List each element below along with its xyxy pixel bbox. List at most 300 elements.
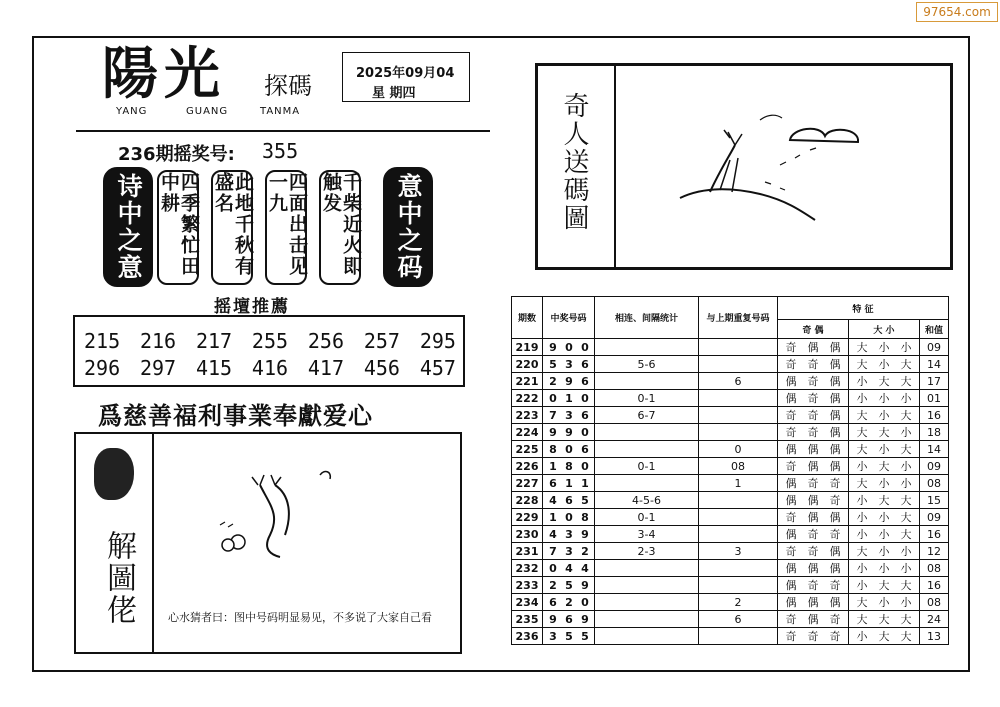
- bigsmall-mark: 大: [856, 341, 868, 354]
- cell-number: [543, 441, 595, 458]
- number-digit: 2: [565, 595, 573, 609]
- cell-oddeven: [778, 560, 849, 577]
- cell-seq: 4-5-6: [595, 492, 699, 509]
- cell-sum: 24: [920, 611, 949, 628]
- bottom-panel-caption: 心水猜者曰：图中号码明显易见，不多说了大家自己看: [168, 611, 432, 624]
- cell-number: [543, 628, 595, 645]
- oddeven-mark: 奇: [807, 426, 819, 439]
- bigsmall-mark: 大: [856, 426, 868, 439]
- cell-number: [543, 492, 595, 509]
- number-digit: 0: [581, 595, 589, 609]
- weekday-text: 星 期四: [372, 86, 416, 101]
- bigsmall-mark: 小: [900, 596, 912, 609]
- number-digit: 4: [581, 561, 589, 575]
- history-table: [511, 296, 949, 645]
- table-row: [512, 373, 949, 390]
- cell-sum: 14: [920, 356, 949, 373]
- bigsmall-mark: 小: [856, 579, 868, 592]
- number-digit: 2: [549, 578, 557, 592]
- number-digit: 5: [581, 629, 589, 643]
- oddeven-mark: 奇: [785, 511, 797, 524]
- cell-number: [543, 339, 595, 356]
- recommend-number: 257: [363, 329, 400, 353]
- cell-oddeven: [778, 475, 849, 492]
- cell-period: 224: [512, 424, 543, 441]
- draw-number: 355: [262, 139, 299, 163]
- number-digit: 5: [565, 629, 573, 643]
- col-number: 中奖号码: [543, 297, 595, 339]
- number-digit: 2: [581, 544, 589, 558]
- cell-period: 235: [512, 611, 543, 628]
- bigsmall-mark: 大: [856, 596, 868, 609]
- bigsmall-mark: 小: [878, 545, 890, 558]
- cell-bigsmall: [849, 458, 920, 475]
- bigsmall-mark: 大: [878, 630, 890, 643]
- cell-bigsmall: [849, 594, 920, 611]
- cell-seq: [595, 577, 699, 594]
- cell-repeat: [699, 407, 778, 424]
- pinyin-guang: GUANG: [186, 106, 229, 117]
- table-row: [512, 492, 949, 509]
- number-digit: 3: [565, 544, 573, 558]
- bigsmall-mark: 小: [900, 392, 912, 405]
- cell-number: [543, 373, 595, 390]
- bigsmall-mark: 大: [856, 409, 868, 422]
- oddeven-mark: 奇: [785, 460, 797, 473]
- table-row: [512, 628, 949, 645]
- cell-period: 233: [512, 577, 543, 594]
- recommend-title: 摇壇推薦: [214, 297, 290, 317]
- oddeven-mark: 偶: [807, 494, 819, 507]
- cell-seq: 2-3: [595, 543, 699, 560]
- number-digit: 9: [549, 340, 557, 354]
- bigsmall-mark: 小: [878, 392, 890, 405]
- oddeven-mark: 偶: [829, 545, 841, 558]
- cell-oddeven: [778, 577, 849, 594]
- number-digit: 8: [549, 442, 557, 456]
- poem-line-2: 此地千秋有盛名: [211, 170, 253, 285]
- oddeven-mark: 偶: [829, 358, 841, 371]
- draw-label: 236期摇奖号:: [118, 144, 235, 165]
- top-panel-sketch: [620, 70, 946, 264]
- cell-number: [543, 611, 595, 628]
- number-digit: 3: [565, 408, 573, 422]
- bigsmall-mark: 小: [856, 392, 868, 405]
- number-digit: 8: [565, 459, 573, 473]
- bigsmall-mark: 小: [900, 545, 912, 558]
- bottom-panel-divider: [152, 434, 154, 652]
- bigsmall-mark: 小: [900, 477, 912, 490]
- bigsmall-mark: 小: [878, 528, 890, 541]
- oddeven-mark: 奇: [807, 375, 819, 388]
- bigsmall-mark: 大: [856, 358, 868, 371]
- oddeven-mark: 奇: [807, 392, 819, 405]
- bigsmall-mark: 大: [856, 477, 868, 490]
- cell-period: 226: [512, 458, 543, 475]
- oddeven-mark: 奇: [785, 341, 797, 354]
- cell-seq: [595, 594, 699, 611]
- number-digit: 6: [581, 442, 589, 456]
- bigsmall-mark: 大: [900, 613, 912, 626]
- bigsmall-mark: 小: [878, 443, 890, 456]
- cell-oddeven: [778, 373, 849, 390]
- number-digit: 1: [565, 391, 573, 405]
- bigsmall-mark: 小: [900, 341, 912, 354]
- cell-period: 229: [512, 509, 543, 526]
- number-digit: 6: [581, 357, 589, 371]
- number-digit: 1: [549, 459, 557, 473]
- oddeven-mark: 奇: [785, 358, 797, 371]
- bigsmall-mark: 小: [856, 511, 868, 524]
- bigsmall-mark: 大: [856, 613, 868, 626]
- cell-oddeven: [778, 441, 849, 458]
- oddeven-mark: 偶: [785, 443, 797, 456]
- table-row: [512, 458, 949, 475]
- number-digit: 9: [549, 612, 557, 626]
- cell-bigsmall: [849, 611, 920, 628]
- number-digit: 9: [549, 425, 557, 439]
- recommend-row-2: [76, 356, 464, 380]
- cell-number: [543, 594, 595, 611]
- cell-period: 236: [512, 628, 543, 645]
- oddeven-mark: 奇: [829, 528, 841, 541]
- pinyin-yang: YANG: [116, 106, 148, 117]
- oddeven-mark: 奇: [785, 409, 797, 422]
- poem-right-tag: 意中之码: [383, 167, 433, 287]
- number-digit: 4: [549, 527, 557, 541]
- number-digit: 9: [565, 374, 573, 388]
- cell-number: [543, 543, 595, 560]
- table-row: [512, 526, 949, 543]
- number-digit: 5: [549, 357, 557, 371]
- oddeven-mark: 偶: [829, 409, 841, 422]
- cell-oddeven: [778, 526, 849, 543]
- number-digit: 7: [549, 544, 557, 558]
- cell-seq: [595, 339, 699, 356]
- number-digit: 6: [581, 408, 589, 422]
- cell-period: 227: [512, 475, 543, 492]
- cell-number: [543, 390, 595, 407]
- cell-repeat: 1: [699, 475, 778, 492]
- cell-oddeven: [778, 339, 849, 356]
- recommend-number: 456: [363, 356, 400, 380]
- recommend-number: 457: [419, 356, 456, 380]
- recommend-number: 296: [84, 356, 121, 380]
- cell-repeat: [699, 390, 778, 407]
- cell-number: [543, 526, 595, 543]
- cell-bigsmall: [849, 475, 920, 492]
- number-digit: 6: [549, 595, 557, 609]
- cell-repeat: [699, 492, 778, 509]
- number-digit: 0: [549, 391, 557, 405]
- cell-sum: 15: [920, 492, 949, 509]
- number-digit: 1: [565, 476, 573, 490]
- recommend-number: 256: [307, 329, 344, 353]
- cell-sum: 12: [920, 543, 949, 560]
- cell-seq: [595, 560, 699, 577]
- oddeven-mark: 奇: [807, 579, 819, 592]
- bigsmall-mark: 小: [856, 528, 868, 541]
- cell-bigsmall: [849, 407, 920, 424]
- number-digit: 5: [565, 578, 573, 592]
- cell-sum: 09: [920, 458, 949, 475]
- bigsmall-mark: 小: [900, 460, 912, 473]
- col-oddeven: 奇 偶: [778, 320, 849, 339]
- cell-sum: 16: [920, 407, 949, 424]
- cell-repeat: [699, 424, 778, 441]
- cell-seq: [595, 475, 699, 492]
- cell-period: 221: [512, 373, 543, 390]
- recommend-number: 417: [307, 356, 344, 380]
- number-digit: 0: [549, 561, 557, 575]
- cell-period: 232: [512, 560, 543, 577]
- poem-line-1: 四季繁忙田中耕: [157, 170, 199, 285]
- oddeven-mark: 奇: [807, 528, 819, 541]
- cell-seq: [595, 424, 699, 441]
- cell-repeat: 3: [699, 543, 778, 560]
- number-digit: 0: [565, 510, 573, 524]
- table-row: [512, 339, 949, 356]
- oddeven-mark: 偶: [829, 443, 841, 456]
- cell-bigsmall: [849, 390, 920, 407]
- number-digit: 0: [581, 425, 589, 439]
- cell-number: [543, 407, 595, 424]
- number-digit: 0: [581, 391, 589, 405]
- cell-period: 228: [512, 492, 543, 509]
- bigsmall-mark: 小: [856, 562, 868, 575]
- cell-sum: 08: [920, 475, 949, 492]
- oddeven-mark: 奇: [829, 630, 841, 643]
- cell-seq: 3-4: [595, 526, 699, 543]
- cell-number: [543, 458, 595, 475]
- cell-oddeven: [778, 356, 849, 373]
- top-panel-divider: [614, 65, 616, 268]
- oddeven-mark: 偶: [807, 443, 819, 456]
- recommend-number: 216: [139, 329, 177, 353]
- recommend-row-1: [76, 329, 464, 353]
- cell-bigsmall: [849, 577, 920, 594]
- oddeven-mark: 偶: [785, 477, 797, 490]
- oddeven-mark: 偶: [785, 494, 797, 507]
- bigsmall-mark: 大: [900, 579, 912, 592]
- cell-repeat: 6: [699, 373, 778, 390]
- cell-repeat: [699, 628, 778, 645]
- table-row: [512, 594, 949, 611]
- cell-period: 223: [512, 407, 543, 424]
- cell-sum: 14: [920, 441, 949, 458]
- cell-repeat: [699, 339, 778, 356]
- col-bigsmall: 大 小: [849, 320, 920, 339]
- cell-period: 230: [512, 526, 543, 543]
- cell-number: [543, 475, 595, 492]
- cell-sum: 17: [920, 373, 949, 390]
- bigsmall-mark: 小: [856, 494, 868, 507]
- cell-seq: [595, 441, 699, 458]
- recommend-number: 295: [419, 329, 456, 353]
- table-row: [512, 611, 949, 628]
- number-digit: 4: [565, 561, 573, 575]
- bigsmall-mark: 大: [878, 494, 890, 507]
- oddeven-mark: 偶: [807, 460, 819, 473]
- oddeven-mark: 偶: [829, 375, 841, 388]
- number-digit: 6: [565, 493, 573, 507]
- pinyin-tanma: TANMA: [260, 106, 301, 117]
- recommend-number: 297: [139, 356, 177, 380]
- cell-bigsmall: [849, 356, 920, 373]
- bigsmall-mark: 大: [856, 545, 868, 558]
- number-digit: 9: [581, 612, 589, 626]
- number-digit: 1: [581, 476, 589, 490]
- bigsmall-mark: 小: [856, 630, 868, 643]
- number-digit: 1: [549, 510, 557, 524]
- cell-sum: 09: [920, 339, 949, 356]
- oddeven-mark: 偶: [785, 528, 797, 541]
- oddeven-mark: 奇: [807, 545, 819, 558]
- table-row: [512, 424, 949, 441]
- cell-bigsmall: [849, 628, 920, 645]
- number-digit: 5: [581, 493, 589, 507]
- col-sum: 和值: [920, 320, 949, 339]
- cell-bigsmall: [849, 560, 920, 577]
- bigsmall-mark: 大: [900, 511, 912, 524]
- cell-bigsmall: [849, 373, 920, 390]
- col-seq: 相连、间隔统计: [595, 297, 699, 339]
- oddeven-mark: 奇: [807, 630, 819, 643]
- recommend-number: 415: [195, 356, 233, 380]
- cell-oddeven: [778, 543, 849, 560]
- bigsmall-mark: 小: [878, 477, 890, 490]
- table-row: [512, 407, 949, 424]
- table-row: [512, 475, 949, 492]
- cell-repeat: [699, 526, 778, 543]
- number-digit: 3: [565, 527, 573, 541]
- oddeven-mark: 偶: [785, 579, 797, 592]
- cell-repeat: 6: [699, 611, 778, 628]
- table-row: [512, 356, 949, 373]
- number-digit: 2: [549, 374, 557, 388]
- oddeven-mark: 偶: [829, 426, 841, 439]
- date-text: 2025年09月04: [356, 66, 455, 81]
- oddeven-mark: 奇: [807, 477, 819, 490]
- oddeven-mark: 偶: [785, 392, 797, 405]
- cell-period: 231: [512, 543, 543, 560]
- oddeven-mark: 偶: [785, 562, 797, 575]
- oddeven-mark: 奇: [785, 613, 797, 626]
- cell-period: 225: [512, 441, 543, 458]
- number-digit: 9: [565, 425, 573, 439]
- cell-sum: 08: [920, 560, 949, 577]
- number-digit: 6: [565, 612, 573, 626]
- cell-bigsmall: [849, 543, 920, 560]
- number-digit: 9: [581, 527, 589, 541]
- bigsmall-mark: 小: [878, 358, 890, 371]
- table-row: [512, 441, 949, 458]
- cell-sum: 16: [920, 577, 949, 594]
- oddeven-mark: 偶: [829, 392, 841, 405]
- cell-oddeven: [778, 424, 849, 441]
- bigsmall-mark: 小: [900, 562, 912, 575]
- cell-bigsmall: [849, 492, 920, 509]
- bigsmall-mark: 大: [900, 358, 912, 371]
- page-title: 陽光: [102, 41, 226, 107]
- number-digit: 0: [581, 340, 589, 354]
- oddeven-mark: 奇: [829, 494, 841, 507]
- header-rule: [76, 130, 490, 132]
- oddeven-mark: 奇: [785, 630, 797, 643]
- bigsmall-mark: 大: [900, 375, 912, 388]
- top-panel-label: 奇人送碼圖: [559, 92, 589, 232]
- number-digit: 0: [581, 459, 589, 473]
- number-digit: 3: [565, 357, 573, 371]
- bigsmall-mark: 小: [856, 460, 868, 473]
- cell-period: 220: [512, 356, 543, 373]
- cell-sum: 16: [920, 526, 949, 543]
- cell-sum: 13: [920, 628, 949, 645]
- oddeven-mark: 奇: [785, 426, 797, 439]
- bigsmall-mark: 大: [900, 443, 912, 456]
- cell-repeat: [699, 560, 778, 577]
- number-digit: 4: [549, 493, 557, 507]
- oddeven-mark: 偶: [829, 460, 841, 473]
- cell-seq: [595, 611, 699, 628]
- cell-seq: 0-1: [595, 458, 699, 475]
- number-digit: 9: [581, 578, 589, 592]
- oddeven-mark: 偶: [829, 511, 841, 524]
- oddeven-mark: 偶: [829, 596, 841, 609]
- number-digit: 7: [549, 408, 557, 422]
- oddeven-mark: 偶: [829, 562, 841, 575]
- table-row: [512, 509, 949, 526]
- oddeven-mark: 奇: [785, 545, 797, 558]
- cell-repeat: 0: [699, 441, 778, 458]
- bigsmall-mark: 大: [878, 375, 890, 388]
- cell-number: [543, 560, 595, 577]
- number-digit: 6: [549, 476, 557, 490]
- cell-seq: 5-6: [595, 356, 699, 373]
- bigsmall-mark: 大: [878, 426, 890, 439]
- bigsmall-mark: 小: [878, 511, 890, 524]
- cell-oddeven: [778, 611, 849, 628]
- table-row: [512, 543, 949, 560]
- cell-oddeven: [778, 458, 849, 475]
- recommend-number: 416: [251, 356, 289, 380]
- number-digit: 3: [549, 629, 557, 643]
- table-row: [512, 390, 949, 407]
- cell-sum: 08: [920, 594, 949, 611]
- cell-sum: 09: [920, 509, 949, 526]
- cell-sum: 18: [920, 424, 949, 441]
- recommend-number: 215: [84, 329, 121, 353]
- cell-bigsmall: [849, 441, 920, 458]
- cell-oddeven: [778, 390, 849, 407]
- cell-bigsmall: [849, 509, 920, 526]
- cell-repeat: [699, 356, 778, 373]
- number-digit: 8: [581, 510, 589, 524]
- bigsmall-mark: 大: [878, 460, 890, 473]
- number-digit: 6: [581, 374, 589, 388]
- cell-repeat: [699, 509, 778, 526]
- cell-oddeven: [778, 492, 849, 509]
- table-row: [512, 560, 949, 577]
- bigsmall-mark: 大: [900, 630, 912, 643]
- cell-period: 222: [512, 390, 543, 407]
- bigsmall-mark: 小: [856, 375, 868, 388]
- col-feature: 特 征: [778, 297, 949, 320]
- poem-line-4: 千柴近火即触发: [319, 170, 361, 285]
- poem-left-tag: 诗中之意: [103, 167, 153, 287]
- oddeven-mark: 偶: [829, 341, 841, 354]
- oddeven-mark: 偶: [807, 341, 819, 354]
